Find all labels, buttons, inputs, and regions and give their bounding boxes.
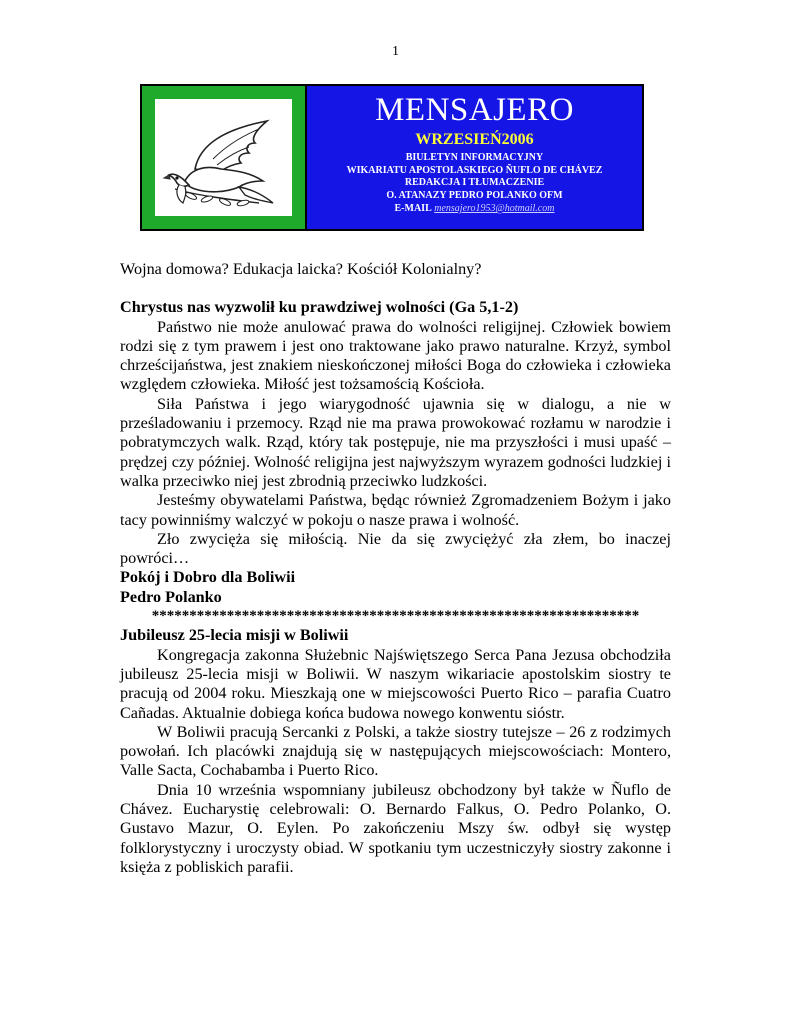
email-link[interactable]: mensajero1953@hotmail.com <box>434 203 555 214</box>
section-separator: ***************************************************************** <box>151 608 640 625</box>
article1-paragraph: Państwo nie może anulować prawa do wolności religijnej. Człowiek bowiem rodzi się z tym prawem i jest ono traktowane jako prawo naturalne. Krzyż, symbol chrześcijaństwa, jest znakiem nieskończonej miłości Boga do człowieka i człowieka względem człowieka. Miłość jest tożsamością Kościoła. <box>120 317 671 394</box>
article1-paragraph: Jesteśmy obywatelami Państwa, będąc również Zgromadzeniem Bożym i jako tacy powinniśmy walczyć w pokoju o nasze prawa i wolność. <box>120 491 671 529</box>
article2-heading: Jubileusz 25-lecia misji w Boliwii <box>120 626 349 645</box>
intro-question: Wojna domowa? Edukacja laicka? Kościół Kolonialny? <box>120 260 482 278</box>
issue-date: WRZESIEŃ2006 <box>415 131 534 148</box>
article1-heading: Chrystus nas wyzwolił ku prawdziwej wolności (Ga 5,1-2) <box>120 298 519 317</box>
masthead-logo-panel <box>142 86 305 229</box>
article1-paragraph: Siła Państwa i jego wiarygodność ujawnia się w dialogu, a nie w prześladowaniu i przemocy. Rząd nie ma prawa prowokować rozłamu w narodzie i pobratymczych walk. Rząd, który tak postępuje, nie ma przyszłości i musi upaść – prędzej czy później. Wolność religijna jest najwyższym wyrazem godności ludzkiej i walka przeciwko niej jest zbrodnią przeciwko ludzkości. <box>120 394 671 490</box>
article1-signature: Pedro Polanko <box>120 587 222 606</box>
masthead-line-bulletin: BIULETYN INFORMACYJNY <box>405 152 544 163</box>
masthead-text-panel <box>307 86 642 229</box>
document-body <box>120 260 671 877</box>
page-number: 1 <box>392 44 399 59</box>
article2-paragraph: W Boliwii pracują Sercanki z Polski, a także siostry tutejsze – 26 z rodzimych powołań. Ich placówki znajdują się w następujących miejscowościach: Montero, Valle Sacta, Cochabamba i Puerto Rico. <box>120 722 671 780</box>
article1-closing: Pokój i Dobro dla Boliwii <box>120 568 296 587</box>
newsletter-title: MENSAJERO <box>375 92 574 128</box>
email-label: E-MAIL <box>394 203 432 214</box>
article1-paragraph: Zło zwycięża się miłością. Nie da się zwyciężyć zła złem, bo inaczej powróci… <box>120 529 671 568</box>
masthead-banner <box>140 84 644 231</box>
article2-paragraph: Dnia 10 września wspomniany jubileusz obchodzony był także w Ñuflo de Chávez. Eucharystię celebrowali: O. Bernardo Falkus, O. Pedro Polanko, O. Gustavo Mazur, O. Eylen. Po zakończeniu Mszy św. odbył się występ folklorystyczny i uroczysty obiad. W spotkaniu tym uczestniczyły siostry zakonne i księża z pobliskich parafii. <box>120 780 671 876</box>
masthead-line-vicariate: WIKARIATU APOSTOLASKIEGO ÑUFLO DE CHÁVEZ <box>346 164 603 176</box>
masthead-line-editor: O. ATANAZY PEDRO POLANKO OFM <box>386 189 563 201</box>
logo-frame <box>155 99 292 216</box>
masthead-line-editorial: REDAKCJA I TŁUMACZENIE <box>404 177 545 188</box>
masthead-email <box>307 202 642 215</box>
dove-with-olive-branch-icon <box>155 99 292 216</box>
article2-paragraph: Kongregacja zakonna Służebnic Najświętszego Serca Pana Jezusa obchodziła jubileusz 25-lecia misji w Boliwii. W naszym wikariacie apostolskim siostry te pracują od 2004 roku. Mieszkają one w miejscowości Puerto Rico – parafia Cuatro Cañadas. Aktualnie dobiega końca budowa nowego konwentu sióstr. <box>120 645 671 722</box>
